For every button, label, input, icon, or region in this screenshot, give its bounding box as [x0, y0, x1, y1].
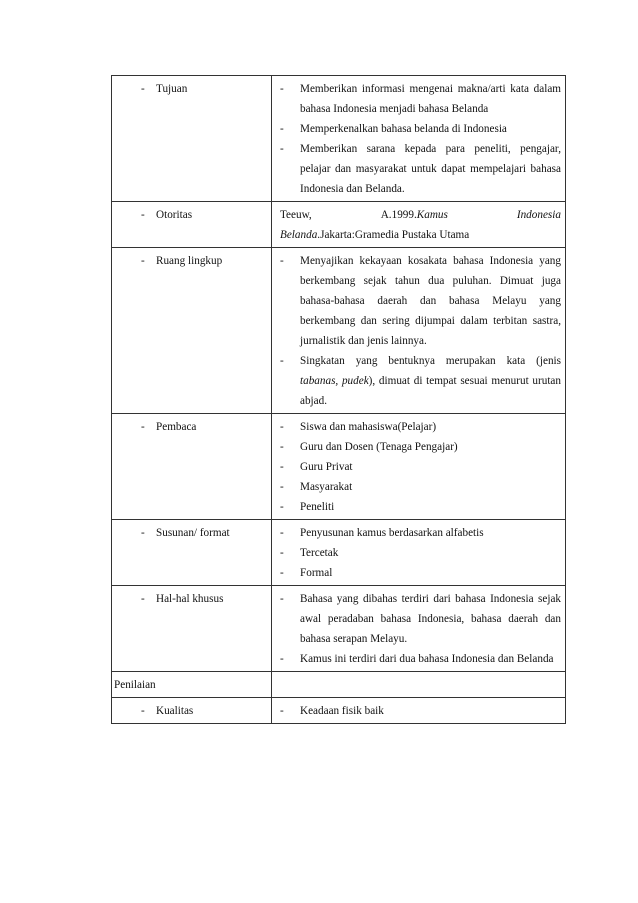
- list-item: - Memberikan informasi mengenai makna/arti kata dalam bahasa Indonesia menjadi bahasa Belanda: [280, 83, 561, 115]
- aspect-cell: - Hal-hal khusus: [112, 586, 272, 672]
- list-item: - Menyajikan kekayaan kosakata bahasa Indonesia yang berkembang sejak tahun dua puluhan. Dimuat juga bahasa-bahasa daerah dan bahasa Melayu yang berkembang dan sering dijumpai dalam terbitan sastra, jurnalistik dan jenis lainnya.: [280, 255, 561, 347]
- list-item: - Memperkenalkan bahasa belanda di Indonesia: [280, 123, 507, 135]
- content-cell: [272, 586, 566, 672]
- table-row: [112, 248, 566, 414]
- content-cell: [272, 414, 566, 520]
- aspect-cell: - Otoritas: [112, 202, 272, 248]
- reference-title: Belanda: [280, 229, 318, 241]
- table-row: [112, 76, 566, 202]
- list-item: - Guru dan Dosen (Tenaga Pengajar): [280, 441, 458, 453]
- list-item: - Singkatan yang bentuknya merupakan kata (jenis tabanas, pudek), dimuat di tempat sesuai menurut urutan abjad.: [280, 355, 561, 407]
- list-item: - Guru Privat: [280, 461, 353, 473]
- aspect-cell: - Susunan/ format: [112, 520, 272, 586]
- list-item: - Penyusunan kamus berdasarkan alfabetis: [280, 527, 484, 539]
- reference-cell: [272, 202, 566, 248]
- list-item: - Formal: [280, 567, 333, 579]
- dictionary-review-table: [111, 75, 566, 724]
- list-item: - Siswa dan mahasiswa(Pelajar): [280, 421, 437, 433]
- content-cell: [272, 248, 566, 414]
- reference-title: Kamus: [416, 209, 448, 221]
- aspect-label: Pembaca: [156, 421, 197, 433]
- reference-publisher: .Jakarta:Gramedia Pustaka Utama: [317, 229, 470, 241]
- list-item: - Masyarakat: [280, 481, 353, 493]
- table-row: [112, 586, 566, 672]
- list-item: - Bahasa yang dibahas terdiri dari bahasa Indonesia sejak awal peradaban bahasa Indonesia, bahasa daerah dan bahasa serapan Melayu.: [280, 593, 561, 645]
- aspect-label: Otoritas: [156, 209, 193, 221]
- aspect-label: Susunan/ format: [156, 527, 230, 539]
- list-item: - Tercetak: [280, 547, 339, 559]
- table-row: [112, 672, 566, 698]
- aspect-cell: - Kualitas: [112, 698, 272, 724]
- aspect-label: Ruang lingkup: [156, 255, 223, 267]
- empty-cell: [272, 672, 566, 698]
- aspect-label: Hal-hal khusus: [156, 593, 224, 605]
- aspect-cell: - Tujuan: [112, 76, 272, 202]
- list-item: - Keadaan fisik baik: [280, 705, 384, 717]
- reference-author: Teeuw,: [280, 209, 312, 221]
- table-row: [112, 698, 566, 724]
- table-row: [112, 414, 566, 520]
- section-cell: [112, 672, 272, 698]
- aspect-cell: - Ruang lingkup: [112, 248, 272, 414]
- section-heading: Penilaian: [114, 679, 156, 691]
- aspect-cell: - Pembaca: [112, 414, 272, 520]
- list-item: - Kamus ini terdiri dari dua bahasa Indonesia dan Belanda: [280, 653, 554, 665]
- aspect-label: Tujuan: [156, 83, 188, 95]
- content-cell: [272, 698, 566, 724]
- content-cell: [272, 76, 566, 202]
- list-item: - Peneliti: [280, 501, 335, 513]
- table-row: [112, 520, 566, 586]
- reference-title: Indonesia: [516, 209, 561, 221]
- aspect-label: Kualitas: [156, 705, 194, 717]
- content-cell: [272, 520, 566, 586]
- reference-year: A.1999.: [380, 209, 417, 221]
- list-item: - Memberikan sarana kepada para peneliti, pengajar, pelajar dan masyarakat untuk dapat mempelajari bahasa Indonesia dan Belanda.: [280, 143, 561, 195]
- table-row: [112, 202, 566, 248]
